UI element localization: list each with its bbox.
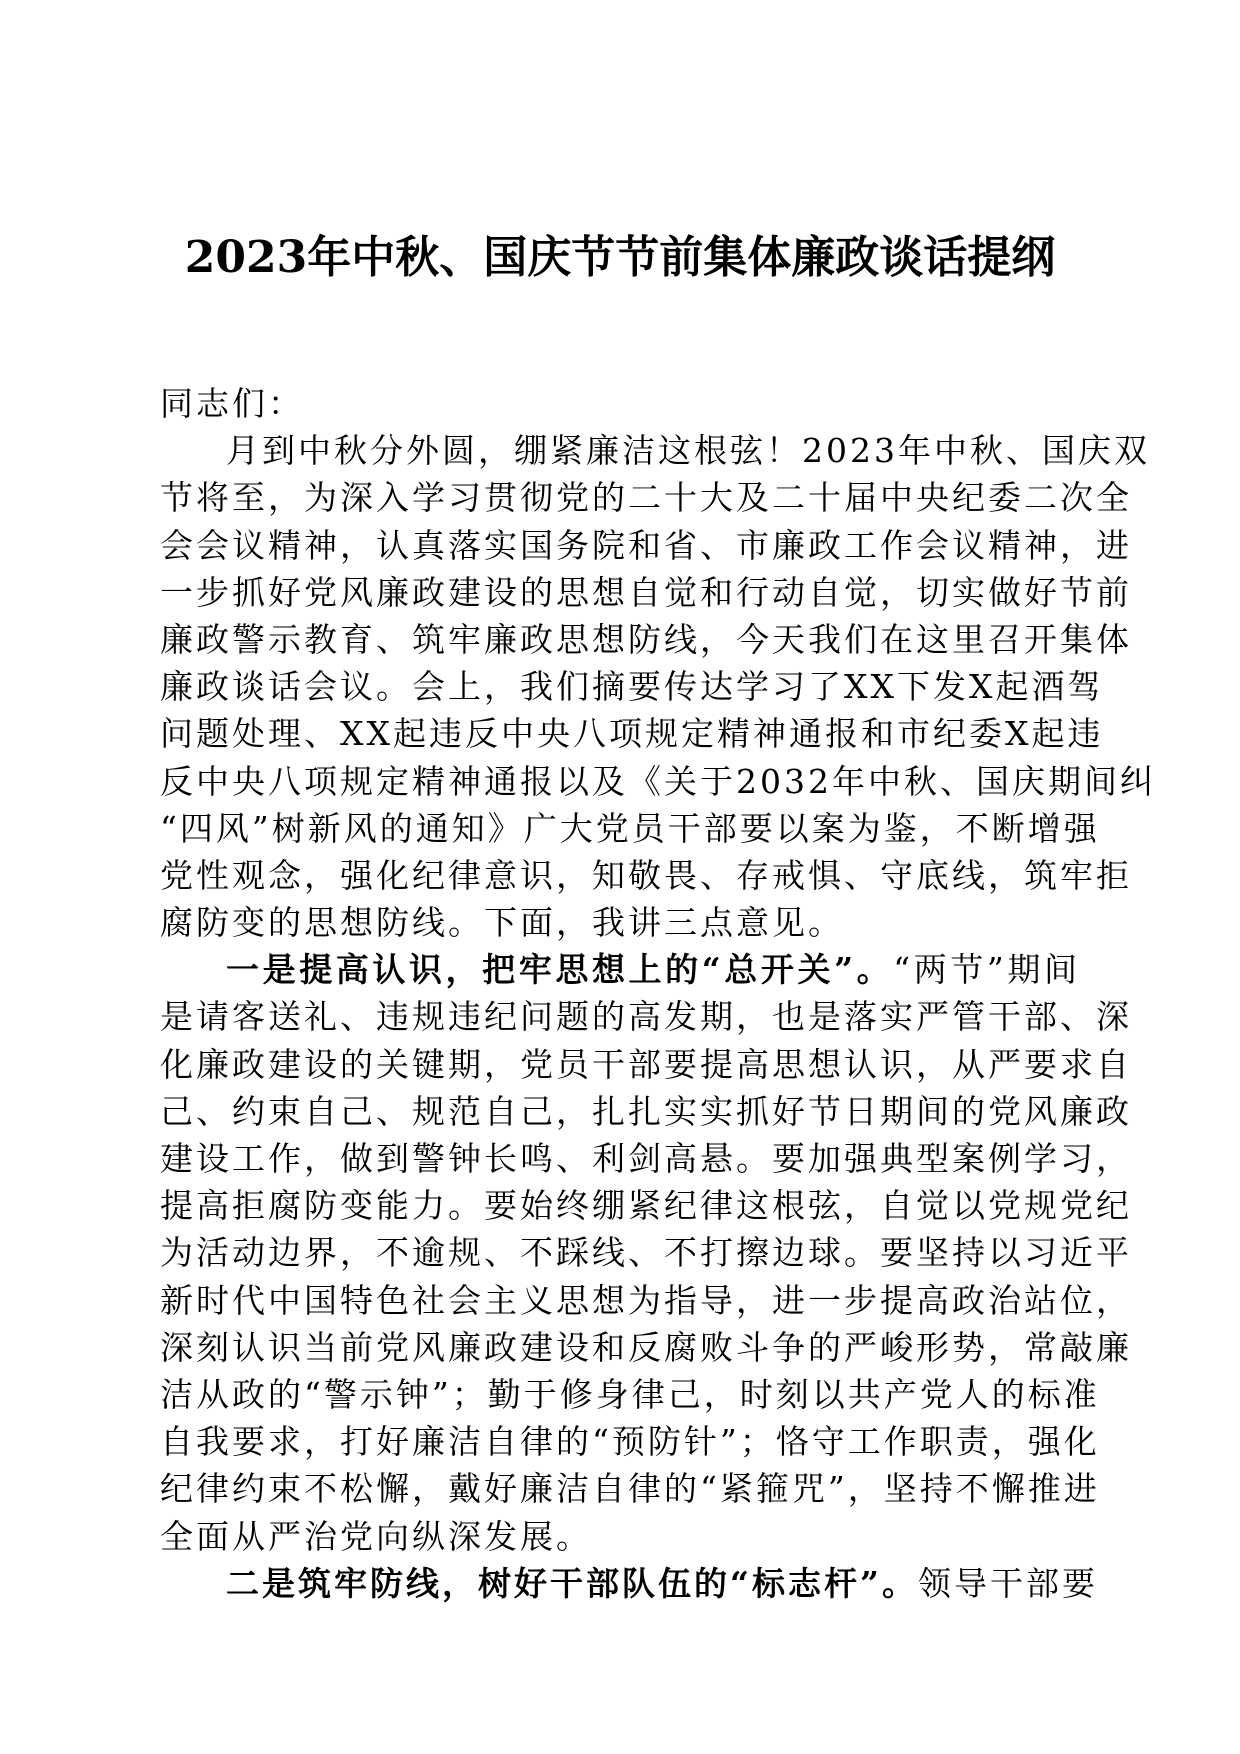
paragraph-2-line: 己、约束自己、规范自己，扎扎实实抓好节日期间的党风廉政	[160, 1091, 1132, 1131]
document-body	[160, 380, 1156, 1607]
paragraph-3	[160, 1560, 1098, 1607]
paragraph-2-line: 深刻认识当前党风廉政建设和反腐败斗争的严峻形势，常敲廉	[160, 1327, 1132, 1367]
paragraph-1-line: 廉政谈话会议。会上，我们摘要传达学习了XX下发X起酒驾	[160, 667, 1104, 707]
paragraph-1-line: 问题处理、XX起违反中央八项规定精神通报和市纪委X起违	[160, 714, 1104, 754]
paragraph-2-line: 提高拒腐防变能力。要始终绷紧纪律这根弦，自觉以党规党纪	[160, 1186, 1132, 1226]
paragraph-1-line: 廉政警示教育、筑牢廉政思想防线，今天我们在这里召开集体	[160, 619, 1132, 659]
paragraph-2-line: 纪律约束不松懈，戴好廉洁自律的“紧箍咒”，坚持不懈推进	[160, 1469, 1100, 1509]
paragraph-3-first-line	[160, 1560, 1098, 1607]
document-title: 2023年中秋、国庆节节前集体廉政谈话提纲	[184, 232, 1056, 283]
paragraph-2-heading: 一是提高认识，把牢思想上的“总开关”。	[226, 950, 894, 990]
greeting: 同志们：	[160, 384, 304, 423]
paragraph-1-line: 月到中秋分外圆，绷紧廉洁这根弦！2023年中秋、国庆双	[226, 431, 1150, 471]
paragraph-3-first-line-rest: 领导干部要	[917, 1563, 1098, 1603]
paragraph-2	[160, 946, 1132, 1559]
paragraph-2-line: 洁从政的“警示钟”；勤于修身律己，时刻以共产党人的标准	[160, 1374, 1100, 1414]
paragraph-2-line: 建设工作，做到警钟长鸣、利剑高悬。要加强典型案例学习，	[160, 1139, 1132, 1178]
paragraph-1-line: 反中央八项规定精神通报以及《关于2032年中秋、国庆期间纠	[160, 761, 1156, 801]
paragraph-2-first-line-rest: “两节”期间	[893, 950, 1080, 990]
paragraph-2-line: 是请客送礼、违规违纪问题的高发期，也是落实严管干部、深	[160, 997, 1132, 1037]
paragraph-1-line: 党性观念，强化纪律意识，知敬畏、存戒惧、守底线，筑牢拒	[160, 855, 1132, 895]
paragraph-3-heading: 二是筑牢防线，树好干部队伍的“标志杆”。	[226, 1563, 918, 1603]
paragraph-2-line: 自我要求，打好廉洁自律的“预防针”；恪守工作职责，强化	[160, 1422, 1100, 1462]
paragraph-2-line: 全面从严治党向纵深发展。	[160, 1516, 592, 1556]
paragraph-2-line: 为活动边界，不逾规、不踩线、不打擦边球。要坚持以习近平	[160, 1233, 1132, 1273]
paragraph-1-line: 会会议精神，认真落实国务院和省、市廉政工作会议精神，进	[160, 525, 1132, 565]
paragraph-2-line: 新时代中国特色社会主义思想为指导，进一步提高政治站位，	[160, 1280, 1132, 1320]
paragraph-2-line: 化廉政建设的关键期，党员干部要提高思想认识，从严要求自	[160, 1044, 1132, 1084]
paragraph-1-line: 节将至，为深入学习贯彻党的二十大及二十届中央纪委二次全	[160, 478, 1132, 518]
paragraph-2-first-line	[160, 946, 1080, 993]
paragraph-1-line: 腐防变的思想防线。下面，我讲三点意见。	[160, 903, 844, 943]
paragraph-1	[160, 427, 1156, 946]
paragraph-1-line: 一步抓好党风廉政建设的思想自觉和行动自觉，切实做好节前	[160, 572, 1132, 612]
paragraph-1-line: “四风”树新风的通知》广大党员干部要以案为鉴，不断增强	[160, 808, 1100, 848]
